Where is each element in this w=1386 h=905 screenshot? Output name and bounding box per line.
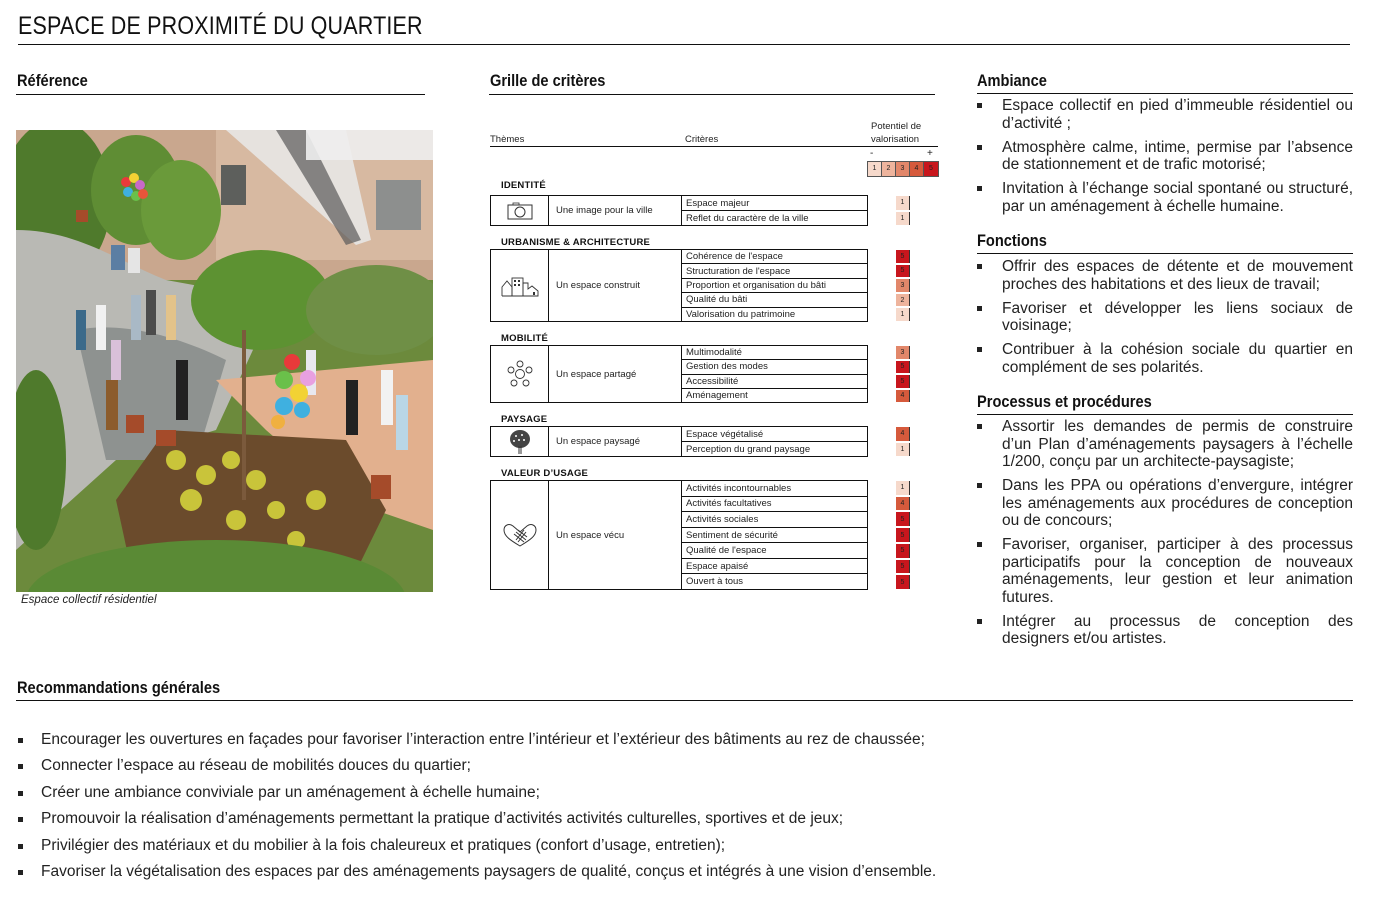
bullet-icon <box>18 870 23 875</box>
bullet-icon <box>18 817 23 822</box>
scale-legend <box>867 161 939 177</box>
col-header-potential-1: Potentiel de <box>871 121 922 132</box>
reference-heading: Référence <box>17 71 88 90</box>
recommandation-item: Connecter l’espace au réseau de mobilités douces du quartier; <box>16 757 936 783</box>
ambiance-heading: Ambiance <box>977 71 1047 90</box>
fonctions-item: Favoriser et développer les liens sociaux de voisinage; <box>977 300 1353 335</box>
recommandation-item: Promouvoir la réalisation d’aménagements permettant la pratique d’activités activités culturelles, sportives et de jeux; <box>16 810 936 836</box>
criteria-list <box>682 481 867 589</box>
criterion: Reflet du caractère de la ville <box>686 212 809 224</box>
processus-item: Favoriser, organiser, participer à des processus participatifs pour la conception de nouveaux aménagements, leur gestion et leur animation futures. <box>977 536 1353 606</box>
theme-name: Une image pour la ville <box>549 196 682 225</box>
score-cell: 1 <box>896 481 910 495</box>
score-cell: 5 <box>896 512 910 526</box>
theme-title-paysage: PAYSAGE <box>501 414 548 425</box>
reference-rule <box>16 94 425 95</box>
bullet-icon <box>18 791 23 796</box>
criterion: Proportion et organisation du bâti <box>682 279 867 293</box>
criterion: Multimodalité <box>682 346 867 360</box>
criterion: Perception du grand paysage <box>686 443 811 455</box>
theme-title-urbanisme: URBANISME & ARCHITECTURE <box>501 237 651 248</box>
bullet-icon <box>977 424 982 429</box>
ambiance-list <box>977 97 1353 222</box>
processus-item: Dans les PPA ou opérations d’envergure, intégrer les aménagements aux procédures de conception ou de concours; <box>977 477 1353 530</box>
bullet-icon <box>18 764 23 769</box>
criterion: Cohérence de l'espace <box>682 250 867 264</box>
criterion: Activités sociales <box>682 512 867 528</box>
theme-name: Un espace paysagé <box>549 427 682 456</box>
criterion: Aménagement <box>686 389 748 401</box>
buildings-icon <box>491 250 549 321</box>
criterion: Accessibilité <box>682 375 867 389</box>
criterion: Valorisation du patrimoine <box>686 308 796 320</box>
ambiance-item: Invitation à l’échange social spontané ou structuré, par un aménagement à échelle humaine. <box>977 180 1353 215</box>
scale-cell: 1 <box>868 162 882 176</box>
score-cell: 1 <box>896 196 910 210</box>
theme-name: Un espace construit <box>549 250 682 321</box>
theme-box-mobilite <box>490 345 868 403</box>
theme-name: Un espace vécu <box>549 481 682 589</box>
score-cell: 1 <box>896 212 910 226</box>
reference-photo <box>16 130 433 592</box>
theme-box-urbanisme <box>490 249 868 322</box>
grid-heading: Grille de critères <box>490 71 606 90</box>
criteria-list <box>682 250 867 321</box>
criterion: Gestion des modes <box>682 360 867 374</box>
fonctions-item: Offrir des espaces de détente et de mouvement proches des habitations et des lieux de travail; <box>977 258 1353 293</box>
score-cell: 4 <box>896 390 910 403</box>
bullet-icon <box>977 103 982 108</box>
score-cell: 5 <box>896 560 910 574</box>
grid-header-rule <box>490 146 938 147</box>
processus-heading: Processus et procédures <box>977 392 1152 411</box>
recommandation-item: Créer une ambiance conviviale par un aménagement à échelle humaine; <box>16 784 936 810</box>
criterion: Sentiment de sécurité <box>682 528 867 544</box>
scale-minus: - <box>870 148 874 159</box>
fonctions-item: Contribuer à la cohésion sociale du quartier en complément de ses polarités. <box>977 341 1353 376</box>
criterion: Structuration de l'espace <box>682 264 867 278</box>
criteria-list <box>682 427 867 456</box>
bullet-icon <box>18 844 23 849</box>
network-icon <box>491 346 549 402</box>
score-cell: 5 <box>896 361 910 374</box>
bullet-icon <box>977 145 982 150</box>
theme-title-valeur-usage: VALEUR D’USAGE <box>501 468 589 479</box>
bullet-icon <box>977 186 982 191</box>
criterion: Espace majeur <box>682 196 867 211</box>
recommandation-item: Encourager les ouvertures en façades pour favoriser l’interaction entre l’intérieur et l’extérieur des bâtiments au rez de chaussée; <box>16 731 936 757</box>
criterion: Espace apaisé <box>682 559 867 575</box>
ambiance-item: Espace collectif en pied d’immeuble résidentiel ou d’activité ; <box>977 97 1353 132</box>
processus-item: Intégrer au processus de conception des designers et/ou artistes. <box>977 613 1353 648</box>
recommandations-rule <box>16 700 1353 701</box>
col-header-criteria: Critères <box>685 134 719 145</box>
criterion: Espace végétalisé <box>682 427 867 442</box>
processus-item: Assortir les demandes de permis de construire d’un Plan d’aménagements paysagers à l’échelle 1/200, conçu par un architecte-paysagiste; <box>977 418 1353 471</box>
criterion: Ouvert à tous <box>686 576 744 588</box>
theme-name: Un espace partagé <box>549 346 682 402</box>
criterion: Qualité du bâti <box>682 293 867 307</box>
scale-cell: 5 <box>924 162 938 176</box>
scale-cell: 2 <box>882 162 896 176</box>
recommandation-item: Privilégier des matériaux et du mobilier à la fois chaleureux et pratiques (confort d’usage, entretien); <box>16 837 936 863</box>
camera-icon <box>491 196 549 225</box>
scale-cell: 3 <box>896 162 910 176</box>
recommandation-item: Favoriser la végétalisation des espaces par des aménagements paysagers de qualité, conçus et intégrés à une vision d’ensemble. <box>16 863 936 889</box>
theme-box-valeur-usage <box>490 480 868 590</box>
courtyard-photo-illustration <box>16 130 433 592</box>
col-header-themes: Thèmes <box>490 134 525 145</box>
score-column <box>896 346 910 402</box>
bullet-icon <box>977 306 982 311</box>
page-title: ESPACE DE PROXIMITÉ DU QUARTIER <box>18 12 423 40</box>
fonctions-heading: Fonctions <box>977 231 1047 250</box>
criteria-list <box>682 196 867 225</box>
bullet-icon <box>977 619 982 624</box>
fonctions-list <box>977 258 1353 383</box>
heart-hands-icon <box>491 481 549 589</box>
bullet-icon <box>18 738 23 743</box>
criterion: Activités facultatives <box>682 497 867 513</box>
bullet-icon <box>977 542 982 547</box>
score-cell: 5 <box>896 265 910 278</box>
photo-caption: Espace collectif résidentiel <box>21 594 157 606</box>
score-cell: 1 <box>896 308 910 321</box>
score-column <box>896 250 910 321</box>
bullet-icon <box>977 347 982 352</box>
score-cell: 5 <box>896 375 910 388</box>
criterion: Activités incontournables <box>682 481 867 497</box>
score-cell: 3 <box>896 346 910 359</box>
score-cell: 2 <box>896 294 910 307</box>
theme-title-mobilite: MOBILITÉ <box>501 333 548 344</box>
score-cell: 4 <box>896 497 910 511</box>
scale-plus: + <box>927 148 933 159</box>
fonctions-rule <box>977 253 1353 254</box>
score-cell: 5 <box>896 250 910 263</box>
col-header-potential-2: valorisation <box>871 134 920 145</box>
score-cell: 3 <box>896 279 910 292</box>
grid-rule <box>489 94 935 95</box>
title-rule <box>18 44 1350 45</box>
score-column <box>896 481 910 589</box>
tree-icon <box>491 427 549 456</box>
score-cell: 4 <box>896 427 910 441</box>
recommandations-heading: Recommandations générales <box>17 678 221 697</box>
score-column <box>896 427 910 456</box>
theme-title-identite: IDENTITÉ <box>501 180 546 191</box>
ambiance-item: Atmosphère calme, intime, permise par l’absence de stationnement et de trafic motorisé; <box>977 139 1353 174</box>
criterion: Qualité de l'espace <box>682 543 867 559</box>
theme-box-identite <box>490 195 868 226</box>
processus-list <box>977 418 1353 654</box>
score-column <box>896 196 910 225</box>
score-cell: 5 <box>896 544 910 558</box>
ambiance-rule <box>977 93 1353 94</box>
recommandations-list <box>16 731 936 889</box>
criteria-list <box>682 346 867 402</box>
theme-box-paysage <box>490 426 868 457</box>
score-cell: 5 <box>896 575 910 589</box>
score-cell: 5 <box>896 528 910 542</box>
processus-rule <box>977 414 1353 415</box>
bullet-icon <box>977 264 982 269</box>
bullet-icon <box>977 483 982 488</box>
scale-cell: 4 <box>910 162 924 176</box>
score-cell: 1 <box>896 443 910 457</box>
